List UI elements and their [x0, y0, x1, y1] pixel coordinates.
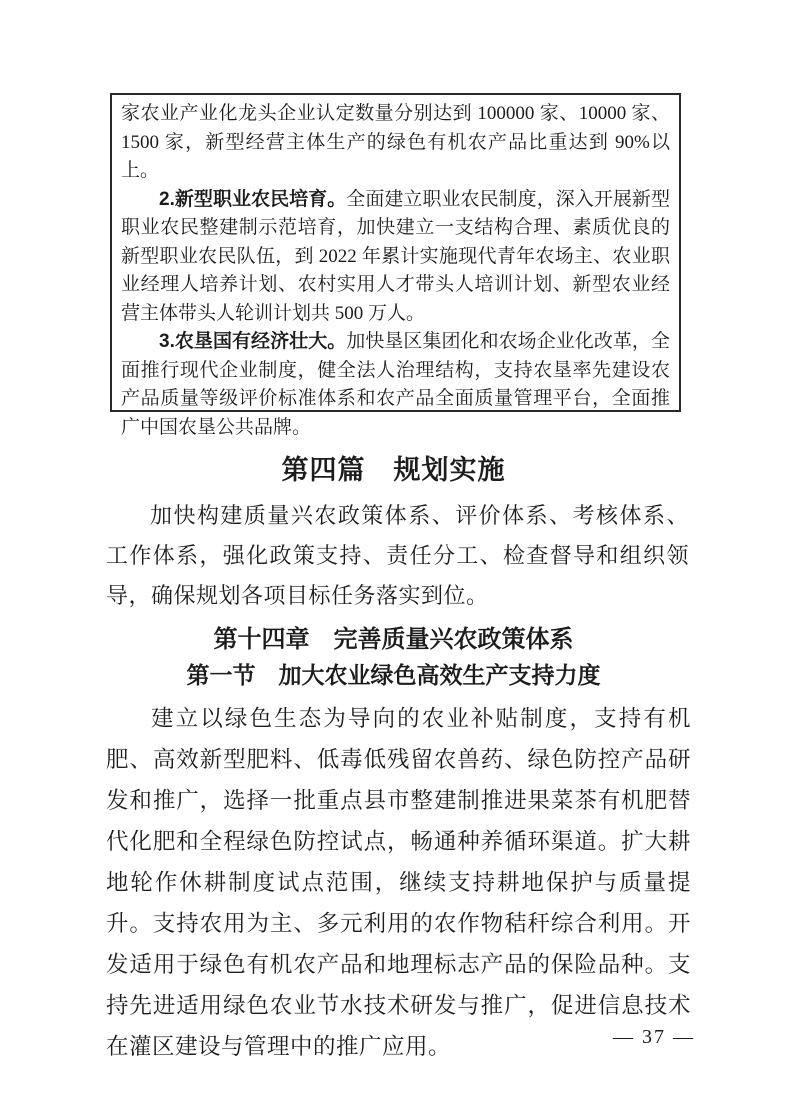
boxed-paragraph-3-lead: 3.农垦国有经济壮大。 — [159, 331, 347, 352]
boxed-paragraph-1: 家农业产业化龙头企业认定数量分别达到 100000 家、10000 家、1500 家，新型经营主体生产的绿色有机农产品比重达到 90%以上。 — [121, 103, 670, 181]
boxed-paragraph-2 — [121, 186, 670, 329]
boxed-paragraph-3 — [121, 328, 670, 442]
boxed-paragraph-2-text: 全面建立职业农民制度，深入开展新型职业农民整建制示范培育，加快建立一支结构合理、素质优良的新型职业农民队伍，到 2022 年累计实施现代青年农场主、农业职业经理人培养计划、农村实用人才带头人培训计划、新型农业经营主体带头人轮训计划共 500 万人。 — [121, 188, 670, 324]
page-number: — 37 — — [613, 1026, 695, 1048]
boxed-paragraph-2-lead: 2.新型职业农民培育。 — [159, 188, 347, 210]
body-paragraph: 建立以绿色生态为导向的农业补贴制度，支持有机肥、高效新型肥料、低毒低残留农兽药、绿色防控产品研发和推广，选择一批重点县市整建制推进果菜茶有机肥替代化肥和全程绿色防控试点，畅通种养循环渠道。扩大耕地轮作休耕制度试点范围，继续支持耕地保护与质量提升。支持农用为主、多元利用的农作物秸秆综合利用。开发适用于绿色有机农产品和地理标志产品的保险品种。支持先进适用绿色农业节水技术研发与推广，促进信息技术在灌区建设与管理中的推广应用。 — [106, 706, 691, 1059]
part-intro-paragraph: 加快构建质量兴农政策体系、评价体系、考核体系、工作体系，强化政策支持、责任分工、检查督导和组织领导，确保规划各项目标任务落实到位。 — [106, 503, 689, 608]
boxed-continuation-section — [110, 93, 681, 438]
part-heading: 第四篇 规划实施 — [281, 455, 506, 485]
section-heading: 第一节 加大农业绿色高效生产支持力度 — [186, 663, 601, 688]
chapter-heading: 第十四章 完善质量兴农政策体系 — [213, 626, 574, 653]
boxed-paragraph-3-text: 加快垦区集团化和农场企业化改革，全面推行现代企业制度，健全法人治理结构，支持农垦率先建设农产品质量等级评价标准体系和农产品全面质量管理平台，全面推广中国农垦公共品牌。 — [121, 331, 670, 438]
